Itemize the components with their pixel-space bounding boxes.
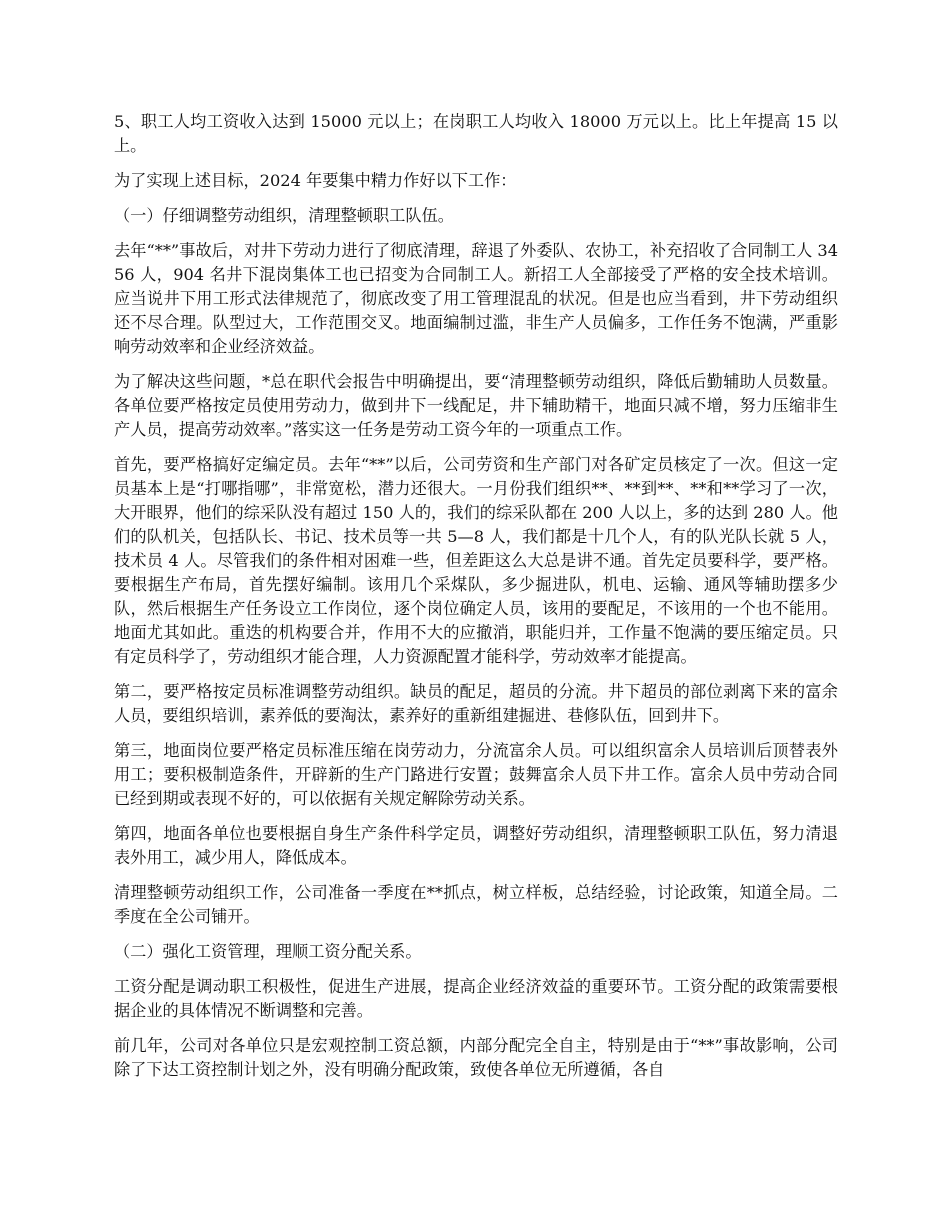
paragraph-second: 第二，要严格按定员标准调整劳动组织。缺员的配足，超员的分流。井下超员的部位剥离下来的富余人员，要组织培训，素养低的要淘汰，素养好的重新组建掘进、巷修队伍，回到井下。 (114, 682, 838, 725)
paragraph-wage-history: 前几年，公司对各单位只是宏观控制工资总额，内部分配完全自主，特别是由于“**”事故影响，公司除了下达工资控制计划之外，没有明确分配政策，致使各单位无所遵循，各自 (114, 1036, 838, 1079)
section-heading-1: （一）仔细调整劳动组织，清理整顿职工队伍。 (114, 206, 454, 225)
paragraph-fourth: 第四，地面各单位也要根据自身生产条件科学定员，调整好劳动组织，清理整顿职工队伍，努力清退表外用工，减少用人，降低成本。 (114, 824, 838, 867)
paragraph-plan: 清理整顿劳动组织工作，公司准备一季度在**抓点，树立样板，总结经验，讨论政策，知道全局。二季度在全公司铺开。 (114, 883, 838, 926)
paragraph-third: 第三，地面岗位要严格定员标准压缩在岗劳动力，分流富余人员。可以组织富余人员培训后顶替表外用工；要积极制造条件，开辟新的生产门路进行安置；鼓舞富余人员下井工作。富余人员中劳动合同已经到期或表现不好的，可以依据有关规定解除劳动关系。 (114, 741, 838, 808)
paragraph-intro: 为了实现上述目标，2024 年要集中精力作好以下工作： (114, 171, 517, 190)
paragraph-background: 去年“**”事故后，对井下劳动力进行了彻底清理，辞退了外委队、农协工，补充招收了合同制工人 3456 人，904 名井下混岗集体工也已招变为合同制工人。新招工人全部接受了严格的安全技术培训。应当说井下用工形式法律规范了，彻底改变了用工管理混乱的状况。但是也应当看到，井下劳动组织还不尽合理。队型过大，工作范围交叉。地面编制过滥，非生产人员偏多，工作任务不饱满，严重影响劳动效率和企业经济效益。 (114, 241, 838, 356)
section-heading-2: （二）强化工资管理，理顺工资分配关系。 (114, 942, 422, 961)
paragraph-target-5: 5、职工人均工资收入达到 15000 元以上；在岗职工人均收入 18000 万元以上。比上年提高 15 以上。 (114, 112, 838, 155)
document-page (114, 110, 838, 1093)
paragraph-first: 首先，要严格搞好定编定员。去年“**”以后，公司劳资和生产部门对各矿定员核定了一次。但这一定员基本上是“打哪指哪”，非常宽松，潜力还很大。一月份我们组织**、**到**、**和**学习了一次，大开眼界，他们的综采队没有超过 150 人的，我们的综采队都在 200 人以上，多的达到 280 人。他们的队机关，包括队长、书记、技术员等一共 5—8 人，我们都是十几个人，有的队光队长就 5 人，技术员 4 人。尽管我们的条件相对困难一些，但差距这么大总是讲不通。首先定员要科学，要严格。要根据生产布局，首先摆好编制。该用几个采煤队，多少掘进队，机电、运输、通风等辅助摆多少队，然后根据生产任务设立工作岗位，逐个岗位确定人员，该用的要配足，不该用的一个也不能用。地面尤其如此。重迭的机构要合并，作用不大的应撤消，职能归并，工作量不饱满的要压缩定员。只有定员科学了，劳动组织才能合理，人力资源配置才能科学，劳动效率才能提高。 (114, 455, 838, 666)
paragraph-wage-importance: 工资分配是调动职工积极性，促进生产进展，提高企业经济效益的重要环节。工资分配的政策需要根据企业的具体情况不断调整和完善。 (114, 977, 838, 1020)
paragraph-problem: 为了解决这些问题，*总在职代会报告中明确提出，要“清理整顿劳动组织，降低后勤辅助人员数量。各单位要严格按定员使用劳动力，做到井下一线配足，井下辅助精干，地面只减不增，努力压缩非生产人员，提高劳动效率。”落实这一任务是劳动工资今年的一项重点工作。 (114, 372, 838, 439)
